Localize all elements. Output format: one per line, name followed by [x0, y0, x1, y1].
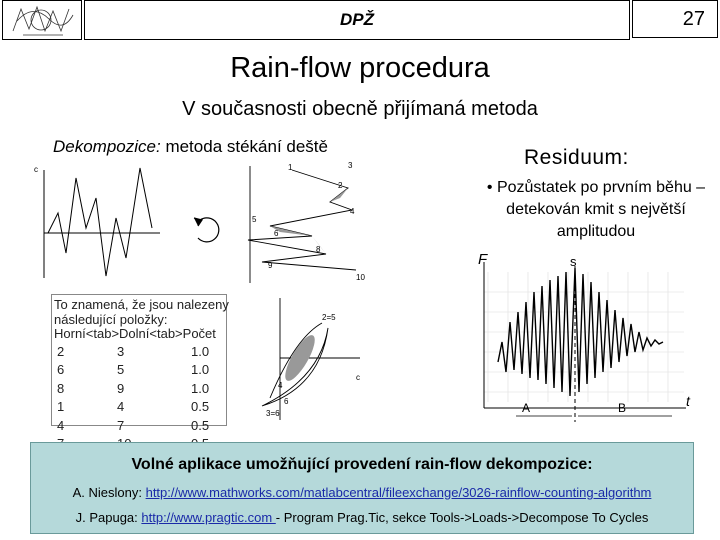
region-label-b: B	[618, 401, 627, 415]
slide-subtitle: V současnosti obecně přijímaná metoda	[182, 98, 538, 120]
table-row: 2 3 1.0	[57, 343, 210, 359]
svg-text:c: c	[356, 373, 360, 382]
decomposition-label: Dekompozice:	[53, 137, 161, 156]
table-intro-2: následující položky:	[54, 311, 168, 327]
application-line-1	[30, 485, 694, 500]
peak-label-s: s	[570, 254, 577, 269]
rainflow-shaded-regions	[270, 188, 348, 254]
application-line-2	[30, 510, 694, 525]
hysteresis-plot	[262, 298, 360, 420]
svg-text:1: 1	[288, 163, 293, 172]
table-row: 4 7 0.5	[57, 417, 210, 433]
load-history-plot	[44, 168, 160, 278]
svg-text:4: 4	[278, 381, 283, 390]
cycle-rows	[54, 342, 212, 455]
svg-text:6: 6	[274, 229, 279, 238]
university-logo-icon	[2, 0, 82, 40]
svg-text:9: 9	[268, 261, 273, 270]
region-label-a: A	[522, 401, 531, 415]
axis-label-f: F	[478, 252, 488, 268]
table-row: 1 4 0.5	[57, 399, 210, 414]
page-number: 27	[682, 7, 705, 30]
table-row: 6 5 1.0	[57, 362, 210, 377]
pragtic-description: - Program Prag.Tic, sekce Tools->Loads->Decompose To Cycles	[275, 510, 649, 525]
applications-title: Volné aplikace umožňující provedení rain-flow dekompozice:	[131, 456, 593, 473]
table-intro-1: To znamená, že jsou nalezeny	[54, 297, 229, 312]
decomposition-heading	[53, 137, 328, 157]
svg-text:2=5: 2=5	[322, 313, 336, 322]
svg-text:5: 5	[252, 215, 257, 224]
svg-text:4: 4	[350, 207, 355, 216]
page-number-box	[632, 0, 718, 38]
author-label-2: J. Papuga:	[75, 510, 142, 525]
slide-title: Rain-flow procedura	[230, 52, 490, 84]
cycle-table	[54, 298, 229, 455]
link-nieslony[interactable]: http://www.mathworks.com/matlabcentral/fileexchange/3026-rainflow-counting-algorithm	[145, 485, 652, 500]
table-header: Horní<tab>Dolní<tab>Počet	[54, 326, 216, 341]
residuum-description: • Pozůstatek po prvním běhu – detekován kmit s největší amplitudou	[486, 179, 706, 240]
svg-text:6: 6	[284, 397, 289, 406]
link-pragtic[interactable]: http://www.pragtic.com	[141, 510, 276, 525]
svg-text:3=6: 3=6	[266, 409, 280, 418]
axis-label-c: c	[34, 165, 38, 174]
svg-text:2: 2	[338, 181, 343, 190]
table-row: 8 9 1.0	[57, 380, 210, 396]
svg-text:8: 8	[316, 245, 321, 254]
axis-label-t: t	[686, 393, 690, 409]
decomposition-method: metoda stékání deště	[160, 137, 328, 156]
header-title: DPŽ	[340, 10, 374, 29]
svg-text:10: 10	[356, 273, 365, 282]
rotate-arrow-icon	[194, 218, 219, 242]
author-label-1: A. Nieslony:	[72, 485, 146, 500]
residuum-chart	[476, 252, 698, 428]
svg-text:3: 3	[348, 161, 353, 170]
header-title-box	[84, 0, 630, 40]
residuum-title: Residuum:	[524, 146, 629, 169]
